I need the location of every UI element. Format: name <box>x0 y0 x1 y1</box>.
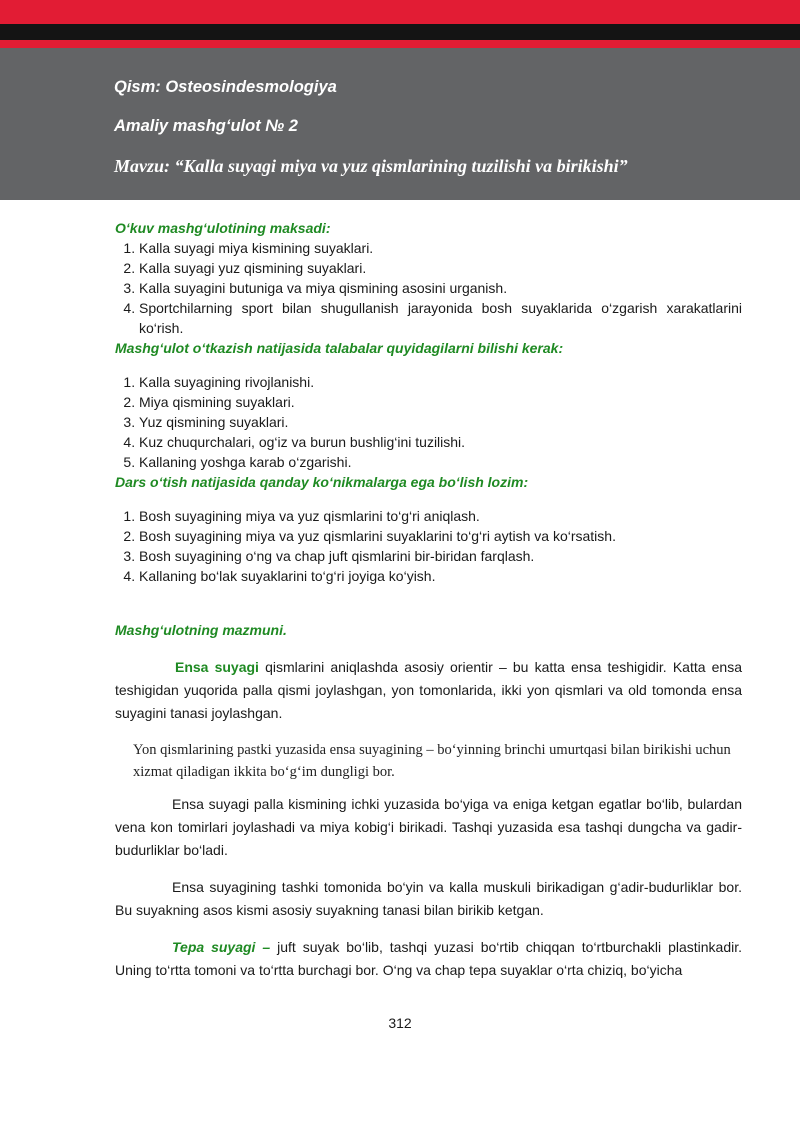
page-number: 312 <box>388 1015 412 1031</box>
list-item: 2. Bosh suyagining miya va yuz qismlarini suyaklarini to‘g‘ri aytish va ko‘rsatish. <box>139 526 742 546</box>
term-tepa: Tepa suyagi – <box>172 939 271 955</box>
list-item: 4. Kuz chuqurchalari, og‘iz va burun bushlig‘ini tuzilishi. <box>139 432 742 452</box>
paragraph-outer-side: Ensa suyagining tashki tomonida bo‘yin va kalla muskuli birikadigan g‘adir-budurliklar bor. Bu suyakning asos kismi asosiy suyakning tanasi bilan birikib ketgan. <box>115 879 742 918</box>
paragraph-tepa <box>115 936 742 982</box>
paragraph-inner-surface: Ensa suyagi palla kismining ichki yuzasida bo‘yiga va eniga ketgan egatlar bo‘lib, bulardan vena kon tomirlari joylashadi va miya kobig‘i birikadi. Tashqi yuzasida esa tashqi dungcha va gadir-budurliklar bo‘ladi. <box>115 796 742 858</box>
goals-list <box>115 238 742 338</box>
list-item: 4. Kallaning bo‘lak suyaklarini to‘g‘ri joyiga ko‘yish. <box>139 566 742 586</box>
content-heading: Mashg‘ulotning mazmuni. <box>115 622 287 638</box>
top-red-stripe <box>0 0 800 24</box>
paragraph-ensa-text: qismlarini aniqlashda asosiy orientir – bu katta ensa teshigidir. Katta ensa teshigidan yuqorida palla qismi joylashgan, yon tomonlarida, ikki yon qismlari va old tomonda ensa suyagini tanasi joylashgan. <box>115 659 743 721</box>
page-content <box>115 218 742 982</box>
list-item: 4. Sportchilarning sport bilan shugullanish jarayonida bosh suyaklarida o‘zgarish xarakatlarini ko‘rish. <box>139 298 742 338</box>
list-item: 1. Kalla suyagining rivojlanishi. <box>139 372 742 392</box>
paragraph-ensa <box>115 656 742 725</box>
header-topic: Mavzu: “Kalla suyagi miya va yuz qismlarining tuzilishi va birikishi” <box>114 156 628 176</box>
list-item: 1. Bosh suyagining miya va yuz qismlarini to‘g‘ri aniqlash. <box>139 506 742 526</box>
header-part: Qism: Osteosindesmologiya <box>114 78 337 96</box>
skills-list <box>115 506 742 586</box>
list-item: 3. Bosh suyagining o‘ng va chap juft qismlarini bir-biridan farqlash. <box>139 546 742 566</box>
list-item: 2. Miya qismining suyaklari. <box>139 392 742 412</box>
list-item: 2. Kalla suyagi yuz qismining suyaklari. <box>139 258 742 278</box>
lower-red-stripe <box>0 40 800 48</box>
term-ensa: Ensa suyagi <box>175 659 259 675</box>
list-item: 3. Yuz qismining suyaklari. <box>139 412 742 432</box>
skills-heading: Dars o‘tish natijasida qanday ko‘nikmalarga ega bo‘lish lozim: <box>115 474 529 490</box>
header-band <box>0 48 800 200</box>
list-item: 1. Kalla suyagi miya kismining suyaklari. <box>139 238 742 258</box>
goals-heading: O‘kuv mashg‘ulotining maksadi: <box>115 220 331 236</box>
top-black-stripe <box>0 24 800 40</box>
paragraph-side-parts: Yon qismlarining pastki yuzasida ensa suyagining – bo‘yinning brinchi umurtqasi bilan birikishi uchun xizmat qiladigan ikkita bo‘g‘im dungligi bor. <box>133 742 731 780</box>
knowledge-list <box>115 372 742 472</box>
list-item: 3. Kalla suyagini butuniga va miya qismining asosini urganish. <box>139 278 742 298</box>
list-item: 5. Kallaning yoshga karab o‘zgarishi. <box>139 452 742 472</box>
paragraph-tepa-text: juft suyak bo‘lib, tashqi yuzasi bo‘rtib chiqqan to‘rtburchakli plastinkadir. Uning to‘rtta tomoni va to‘rtta burchagi bor. O‘ng va chap tepa suyaklar o‘rta chiziq, bo‘yicha <box>115 939 743 978</box>
knowledge-heading: Mashg‘ulot o‘tkazish natijasida talabalar quyidagilarni bilishi kerak: <box>115 340 564 356</box>
header-lesson: Amaliy mashg‘ulot № 2 <box>114 117 298 135</box>
